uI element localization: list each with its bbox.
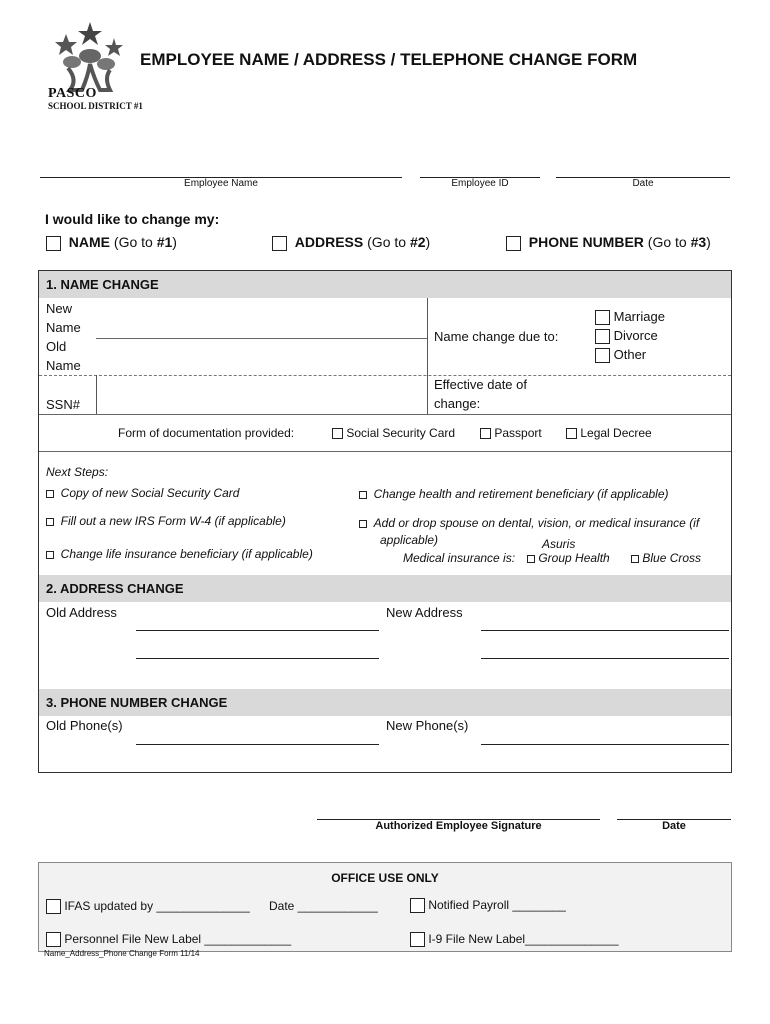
step-left-2-label: Fill out a new IRS Form W-4 (if applicable) [60,514,286,528]
doc-legal[interactable] [566,426,652,440]
option-address-close: ) [425,234,431,250]
doc-passport-checkbox[interactable] [480,428,491,439]
step-left-1-checkbox[interactable] [46,490,54,498]
option-address-num: #2 [409,234,426,250]
step-right-1[interactable] [359,487,669,501]
i9-checkbox[interactable] [410,932,425,947]
option-phone-close: ) [706,234,711,250]
ssn-field[interactable] [97,376,426,413]
doc-legal-checkbox[interactable] [566,428,577,439]
old-address-label: Old Address [46,605,117,620]
new-name-field[interactable] [96,338,427,339]
payroll-label: Notified Payroll ________ [428,898,566,912]
i9-label: I-9 File New Label______________ [428,932,619,946]
step-left-1-label: Copy of new Social Security Card [60,486,240,500]
ssn-label: SSN# [46,397,80,412]
step-right-2-label: Add or drop spouse on dental, vision, or medical insurance (if [373,516,700,530]
step-right-1-checkbox[interactable] [359,491,367,499]
effective-date-label-2: change: [434,396,481,411]
step-left-3-label: Change life insurance beneficiary (if applicable) [60,547,313,561]
reason-other[interactable] [595,347,646,363]
group-health-option[interactable] [527,551,610,565]
other-checkbox[interactable] [595,348,610,363]
new-address-line-2[interactable] [481,658,729,659]
next-steps-label: Next Steps: [46,465,109,479]
name-change-due-label: Name change due to: [434,329,559,344]
option-address-goto: (Go to [363,234,410,250]
notified-payroll[interactable] [410,898,566,913]
option-name-label: NAME [68,234,111,250]
old-phone-label: Old Phone(s) [46,718,123,733]
ifas-label: IFAS updated by ______________ [64,899,250,913]
option-phone[interactable] [506,234,711,251]
phone-checkbox[interactable] [506,236,521,251]
section2-header: 2. ADDRESS CHANGE [39,575,731,602]
step-right-1-label: Change health and retirement beneficiary (if applicable) [373,487,669,501]
employee-name-label: Employee Name [184,178,258,189]
page-title: EMPLOYEE NAME / ADDRESS / TELEPHONE CHANGE FORM [140,50,638,69]
employee-id-label: Employee ID [451,178,509,189]
blue-cross-label: Blue Cross [642,551,702,565]
option-name-num: #1 [156,234,173,250]
divorce-label: Divorce [613,328,658,343]
logo-text-pasco: PASCO [48,86,97,101]
reason-marriage[interactable] [595,309,665,325]
doc-legal-label: Legal Decree [580,426,652,440]
option-phone-label: PHONE NUMBER [528,234,644,250]
signature-date-label: Date [662,820,686,832]
personnel-file[interactable] [46,932,291,947]
form-footer: Name_Address_Phone Change Form 11/14 [44,949,200,958]
documentation-label: Form of documentation provided: [118,426,295,440]
option-name-close: ) [172,234,177,250]
ifas-checkbox[interactable] [46,899,61,914]
new-phone-line[interactable] [481,744,729,745]
medical-insurance-label: Medical insurance is: [403,551,516,565]
doc-ssc-label: Social Security Card [346,426,456,440]
i9-file[interactable] [410,932,619,947]
new-address-line-1[interactable] [481,630,729,631]
group-health-label: Group Health [538,551,610,565]
option-name[interactable] [46,234,177,251]
doc-ssc[interactable] [332,426,455,440]
change-prompt: I would like to change my: [45,211,220,227]
doc-bottom-line [39,451,731,452]
option-address-label: ADDRESS [294,234,364,250]
date-label: Date [632,178,654,189]
step-left-1[interactable] [46,486,239,500]
doc-passport-label: Passport [494,426,542,440]
new-address-label: New Address [386,605,463,620]
doc-ssc-checkbox[interactable] [332,428,343,439]
effective-date-label-1: Effective date of [434,377,527,392]
option-address[interactable] [272,234,430,251]
ifas-updated[interactable] [46,899,250,914]
old-name-label-1: Old [46,339,67,354]
divorce-checkbox[interactable] [595,329,610,344]
blue-cross-checkbox[interactable] [631,555,639,563]
signature-label: Authorized Employee Signature [375,820,542,832]
step-left-3[interactable] [46,547,313,561]
old-address-line-1[interactable] [136,630,379,631]
step-left-2[interactable] [46,514,286,528]
personnel-label: Personnel File New Label _____________ [64,932,292,946]
option-phone-goto: (Go to [643,234,691,250]
district-logo [44,20,144,115]
logo-text-district: SCHOOL DISTRICT #1 [48,101,143,111]
payroll-checkbox[interactable] [410,898,425,913]
office-use-title: OFFICE USE ONLY [331,871,439,885]
new-name-label-1: New [46,301,73,316]
blue-cross-option[interactable] [631,551,701,565]
reason-divorce[interactable] [595,328,658,344]
option-name-goto: (Go to [110,234,157,250]
name-checkbox[interactable] [46,236,61,251]
new-phone-label: New Phone(s) [386,718,469,733]
old-phone-line[interactable] [136,744,379,745]
group-health-checkbox[interactable] [527,555,535,563]
step-left-3-checkbox[interactable] [46,551,54,559]
address-checkbox[interactable] [272,236,287,251]
new-name-label-2: Name [46,320,81,335]
step-left-2-checkbox[interactable] [46,518,54,526]
marriage-label: Marriage [613,309,665,324]
section1-header: 1. NAME CHANGE [39,271,731,298]
name-col-divider [427,298,428,414]
marriage-checkbox[interactable] [595,310,610,325]
old-name-label-2: Name [46,358,81,373]
section3-header: 3. PHONE NUMBER CHANGE [39,689,731,716]
asuris-label: Asuris [542,537,576,551]
ssn-bottom-line [39,414,731,415]
option-phone-num: #3 [690,234,707,250]
old-address-line-2[interactable] [136,658,379,659]
step-right-2[interactable] [359,516,699,530]
stars-logo-icon [48,20,128,92]
personnel-checkbox[interactable] [46,932,61,947]
step-right-2-cont: applicable) [380,533,439,547]
doc-passport[interactable] [480,426,542,440]
ifas-date[interactable]: Date ____________ [269,899,378,913]
other-label: Other [613,347,647,362]
step-right-2-checkbox[interactable] [359,520,367,528]
